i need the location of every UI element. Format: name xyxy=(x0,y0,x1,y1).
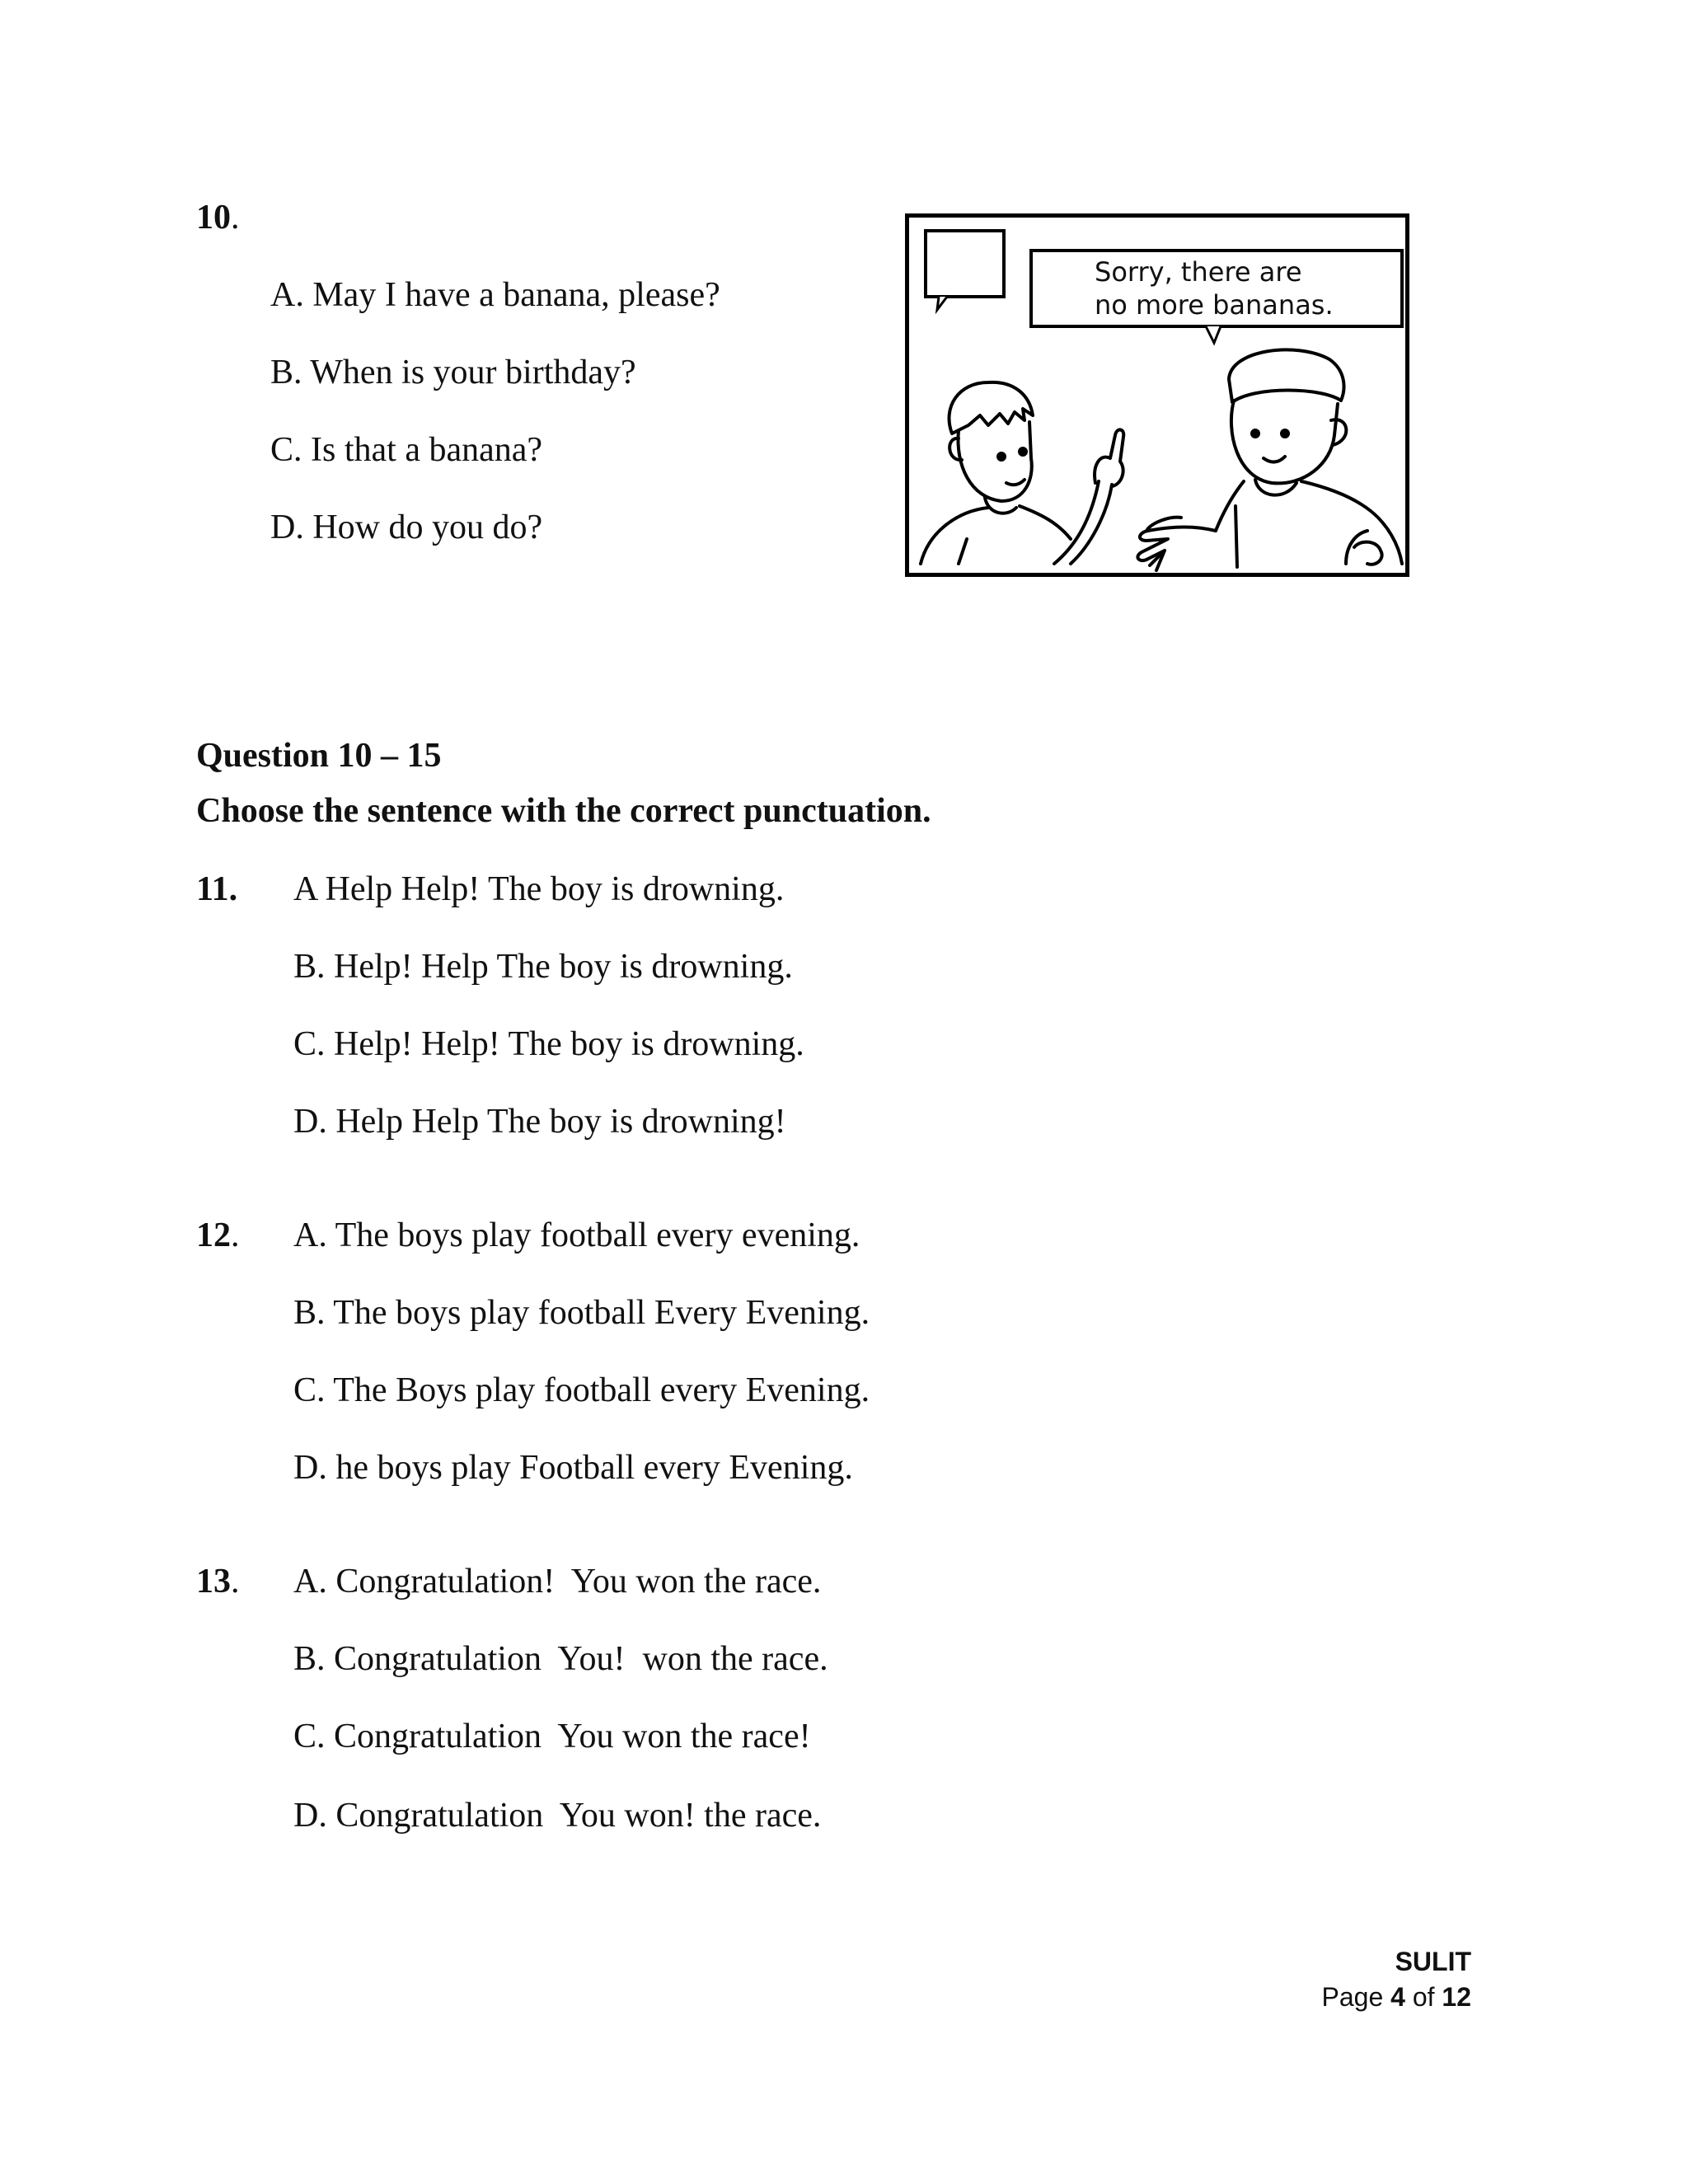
shopkeeper-figure xyxy=(1137,349,1402,570)
question-11-option-d[interactable]: D. Help Help The boy is drowning! xyxy=(293,1103,786,1141)
question-10-option-a[interactable]: A. May I have a banana, please? xyxy=(270,276,720,314)
page-number: Page 4 of 12 xyxy=(1321,1982,1471,2012)
cartoon-illustration xyxy=(905,213,1409,577)
question-12-option-b[interactable]: B. The boys play football Every Evening. xyxy=(293,1294,870,1332)
question-13-option-a[interactable]: A. Congratulation! You won the race. xyxy=(293,1563,822,1601)
question-12-option-a[interactable]: A. The boys play football every evening. xyxy=(293,1216,860,1254)
question-13-option-c[interactable]: C. Congratulation You won the race! xyxy=(293,1718,811,1755)
question-13-number: 13. xyxy=(196,1563,240,1601)
question-11-option-b[interactable]: B. Help! Help The boy is drowning. xyxy=(293,948,793,986)
question-10-option-d[interactable]: D. How do you do? xyxy=(270,509,543,546)
classification-label: SULIT xyxy=(1395,1947,1471,1976)
question-13-option-d[interactable]: D. Congratulation You won! the race. xyxy=(293,1797,822,1835)
section-title: Question 10 – 15 xyxy=(196,737,442,775)
question-12-option-c[interactable]: C. The Boys play football every Evening. xyxy=(293,1371,870,1409)
question-11-number: 11. xyxy=(196,870,238,908)
question-12-option-d[interactable]: D. he boys play Football every Evening. xyxy=(293,1449,853,1487)
question-10-number: 10. xyxy=(196,199,240,237)
question-10-option-b[interactable]: B. When is your birthday? xyxy=(270,354,636,391)
question-12-number: 12. xyxy=(196,1216,240,1254)
question-11-option-a[interactable]: A Help Help! The boy is drowning. xyxy=(293,870,785,908)
boy-figure xyxy=(921,382,1123,564)
section-instruction: Choose the sentence with the correct punctuation. xyxy=(196,792,931,830)
empty-speech-bubble xyxy=(926,231,1004,297)
speech-bubble-text: Sorry, there are no more bananas. xyxy=(1095,256,1334,321)
question-10-option-c[interactable]: C. Is that a banana? xyxy=(270,431,543,469)
question-11-option-c[interactable]: C. Help! Help! The boy is drowning. xyxy=(293,1025,804,1063)
question-13-option-b[interactable]: B. Congratulation You! won the race. xyxy=(293,1640,828,1678)
